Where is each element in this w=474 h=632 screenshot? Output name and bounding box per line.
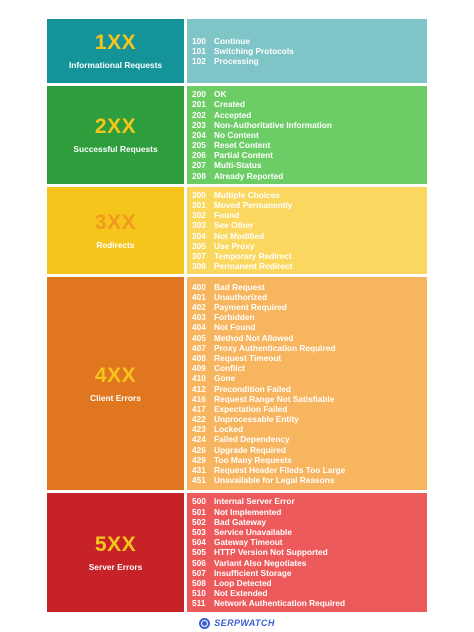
status-code: 206: [192, 150, 206, 161]
status-text: Loop Detected: [214, 577, 272, 588]
status-item: [192, 110, 427, 120]
status-item: [192, 99, 427, 109]
group-4xx: [47, 277, 427, 490]
status-text: Proxy Authentication Required: [214, 342, 336, 353]
status-code: 200: [192, 89, 206, 100]
group-code: 2XX: [94, 115, 137, 138]
status-text: See Other: [214, 220, 254, 231]
status-code: 400: [192, 281, 206, 292]
status-code: 508: [192, 577, 206, 588]
status-code: 404: [192, 322, 206, 333]
status-text: Created: [214, 99, 245, 110]
status-text: Variant Also Negotiates: [214, 557, 307, 568]
status-code: 100: [192, 35, 206, 46]
status-code: 500: [192, 496, 206, 507]
status-code: 307: [192, 250, 206, 261]
status-item: [192, 527, 427, 537]
status-code: 451: [192, 475, 206, 486]
status-code: 426: [192, 444, 206, 455]
status-item: [192, 150, 427, 160]
status-text: Temporary Redirect: [214, 250, 292, 261]
status-code: 303: [192, 220, 206, 231]
status-item: [192, 496, 427, 506]
status-item: [192, 56, 427, 66]
status-item: [192, 507, 427, 517]
status-code: 205: [192, 140, 206, 151]
status-text: Precondition Failed: [214, 383, 291, 394]
status-item: [192, 568, 427, 578]
group-code: 1XX: [94, 31, 137, 54]
status-text: Request Range Not Satisfiable: [214, 393, 335, 404]
status-item: [192, 190, 427, 200]
status-code: 405: [192, 332, 206, 343]
group-label: Successful Requests: [73, 144, 158, 154]
group-4xx-list: [187, 277, 427, 490]
group-code: 5XX: [94, 532, 137, 556]
status-text: Unauthorized: [214, 291, 268, 302]
group-label: Redirects: [96, 239, 135, 250]
status-item: [192, 140, 427, 150]
status-text: HTTP Version Not Supported: [214, 547, 328, 558]
status-text: Found: [214, 210, 240, 221]
group-4xx-header: [47, 277, 184, 490]
status-text: Permanent Redirect: [214, 261, 293, 272]
group-2xx-list: [187, 86, 427, 184]
status-code: 424: [192, 434, 206, 445]
status-item: [192, 455, 427, 465]
status-text: Continue: [214, 35, 250, 46]
status-item: [192, 322, 427, 332]
status-text: Network Authentication Required: [214, 598, 346, 609]
status-code: 102: [192, 56, 206, 67]
status-item: [192, 558, 427, 568]
status-code: 101: [192, 45, 206, 56]
status-item: [192, 89, 427, 99]
status-text: No Content: [214, 129, 259, 140]
status-text: Already Reported: [214, 170, 284, 181]
status-code: 202: [192, 109, 206, 120]
status-code: 305: [192, 240, 206, 251]
status-item: [192, 404, 427, 414]
status-item: [192, 171, 427, 181]
status-text: Non-Authoritative Information: [214, 119, 332, 130]
status-text: Payment Required: [214, 302, 287, 312]
status-item: [192, 394, 427, 404]
status-item: [192, 302, 427, 312]
status-item: [192, 292, 427, 302]
status-item: [192, 537, 427, 547]
status-item: [192, 261, 427, 271]
status-code: 422: [192, 414, 206, 425]
status-code: 502: [192, 516, 206, 527]
status-text: Multi-Status: [214, 160, 262, 171]
status-item: [192, 312, 427, 322]
group-5xx-header: [47, 493, 184, 612]
status-text: Upgrade Required: [214, 444, 286, 455]
status-text: Not Found: [214, 322, 256, 333]
status-text: Partial Content: [214, 150, 274, 161]
status-text: Forbidden: [214, 312, 255, 323]
status-text: Service Unavailable: [214, 527, 292, 538]
status-item: [192, 200, 427, 210]
status-item: [192, 578, 427, 588]
status-item: [192, 241, 427, 251]
status-item: [192, 445, 427, 455]
status-code: 431: [192, 465, 206, 475]
status-code: 304: [192, 230, 206, 241]
status-item: [192, 130, 427, 140]
status-code: 207: [192, 160, 206, 171]
status-item: [192, 465, 427, 475]
status-code: 308: [192, 261, 206, 272]
status-item: [192, 475, 427, 485]
status-text: Request Header Fileds Too Large: [214, 465, 346, 475]
status-code: 203: [192, 119, 206, 130]
group-1xx-header: [47, 19, 184, 83]
status-code: 409: [192, 363, 206, 374]
status-text: Accepted: [214, 109, 252, 120]
status-text: OK: [214, 89, 227, 100]
group-3xx: [47, 187, 427, 274]
group-2xx-header: [47, 86, 184, 184]
status-text: Locked: [214, 424, 244, 435]
group-1xx: [47, 19, 427, 83]
status-code: 504: [192, 537, 206, 548]
status-code: 302: [192, 210, 206, 221]
status-text: Gateway Timeout: [214, 537, 283, 548]
status-text: Use Proxy: [214, 240, 255, 251]
status-item: [192, 282, 427, 292]
group-label: Client Errors: [90, 392, 141, 403]
status-code: 407: [192, 342, 206, 353]
status-item: [192, 547, 427, 557]
status-item: [192, 120, 427, 130]
status-code: 204: [192, 129, 206, 140]
status-text: Method Not Allowed: [214, 332, 294, 343]
status-code: 507: [192, 567, 206, 578]
status-code: 402: [192, 302, 206, 312]
status-text: Insufficient Storage: [214, 567, 292, 578]
status-code: 403: [192, 312, 206, 323]
status-code: 208: [192, 170, 206, 181]
status-text: Failed Dependency: [214, 434, 290, 445]
group-code: 4XX: [94, 363, 137, 387]
status-item: [192, 160, 427, 170]
status-code: 511: [192, 598, 206, 609]
status-text: Not Implemented: [214, 506, 282, 517]
status-item: [192, 363, 427, 373]
status-text: Bad Request: [214, 281, 265, 292]
status-code: 410: [192, 373, 206, 384]
status-code: 506: [192, 557, 206, 568]
status-text: Unprocessable Entity: [214, 414, 299, 425]
group-code: 3XX: [94, 210, 137, 234]
status-item: [192, 231, 427, 241]
status-item: [192, 517, 427, 527]
group-5xx: [47, 493, 427, 612]
status-item: [192, 424, 427, 434]
status-code: 505: [192, 547, 206, 558]
serpwatch-logo-icon: [199, 618, 210, 629]
status-item: [192, 333, 427, 343]
footer: [0, 614, 474, 632]
group-label: Server Errors: [88, 561, 143, 572]
status-text: Conflict: [214, 363, 245, 374]
status-item: [192, 434, 427, 444]
group-5xx-list: [187, 493, 427, 612]
status-item: [192, 251, 427, 261]
status-text: Processing: [214, 56, 259, 67]
status-text: Gone: [214, 373, 236, 384]
status-item: [192, 384, 427, 394]
status-code: 401: [192, 291, 206, 302]
status-code: 429: [192, 454, 206, 465]
status-code: 408: [192, 352, 206, 363]
status-item: [192, 588, 427, 598]
status-item: [192, 343, 427, 353]
status-text: Bad Gateway: [214, 516, 267, 527]
status-item: [192, 220, 427, 230]
status-code: 501: [192, 506, 206, 517]
status-text: Not Extended: [214, 588, 268, 599]
status-text: Switching Protocols: [214, 45, 294, 56]
status-code: 417: [192, 403, 206, 414]
status-item: [192, 353, 427, 363]
status-code: 301: [192, 199, 206, 210]
status-item: [192, 210, 427, 220]
status-item: [192, 373, 427, 383]
status-item: [192, 46, 427, 56]
status-text: Expectation Failed: [214, 403, 288, 414]
status-code: 300: [192, 189, 206, 200]
status-code: 503: [192, 527, 206, 538]
status-code: 423: [192, 424, 206, 435]
status-code: 412: [192, 383, 206, 394]
status-text: Too Many Requests: [214, 454, 292, 465]
status-item: [192, 36, 427, 46]
status-item: [192, 598, 427, 608]
group-3xx-header: [47, 187, 184, 274]
group-2xx: [47, 86, 427, 184]
group-label: Informational Requests: [68, 60, 163, 70]
status-text: Multiple Choices: [214, 189, 280, 200]
status-item: [192, 414, 427, 424]
status-text: Request Timeout: [214, 352, 282, 363]
group-3xx-list: [187, 187, 427, 274]
status-text: Internal Server Error: [214, 496, 295, 507]
group-1xx-list: [187, 19, 427, 83]
brand-name: SERPWATCH: [214, 618, 275, 628]
status-text: Moved Permanently: [214, 199, 293, 210]
status-text: Not Modified: [214, 230, 265, 241]
status-code: 510: [192, 588, 206, 599]
status-code: 201: [192, 99, 206, 110]
status-text: Unavailable for Legal Reasons: [214, 475, 335, 486]
status-code: 416: [192, 393, 206, 404]
status-text: Reset Content: [214, 140, 271, 151]
